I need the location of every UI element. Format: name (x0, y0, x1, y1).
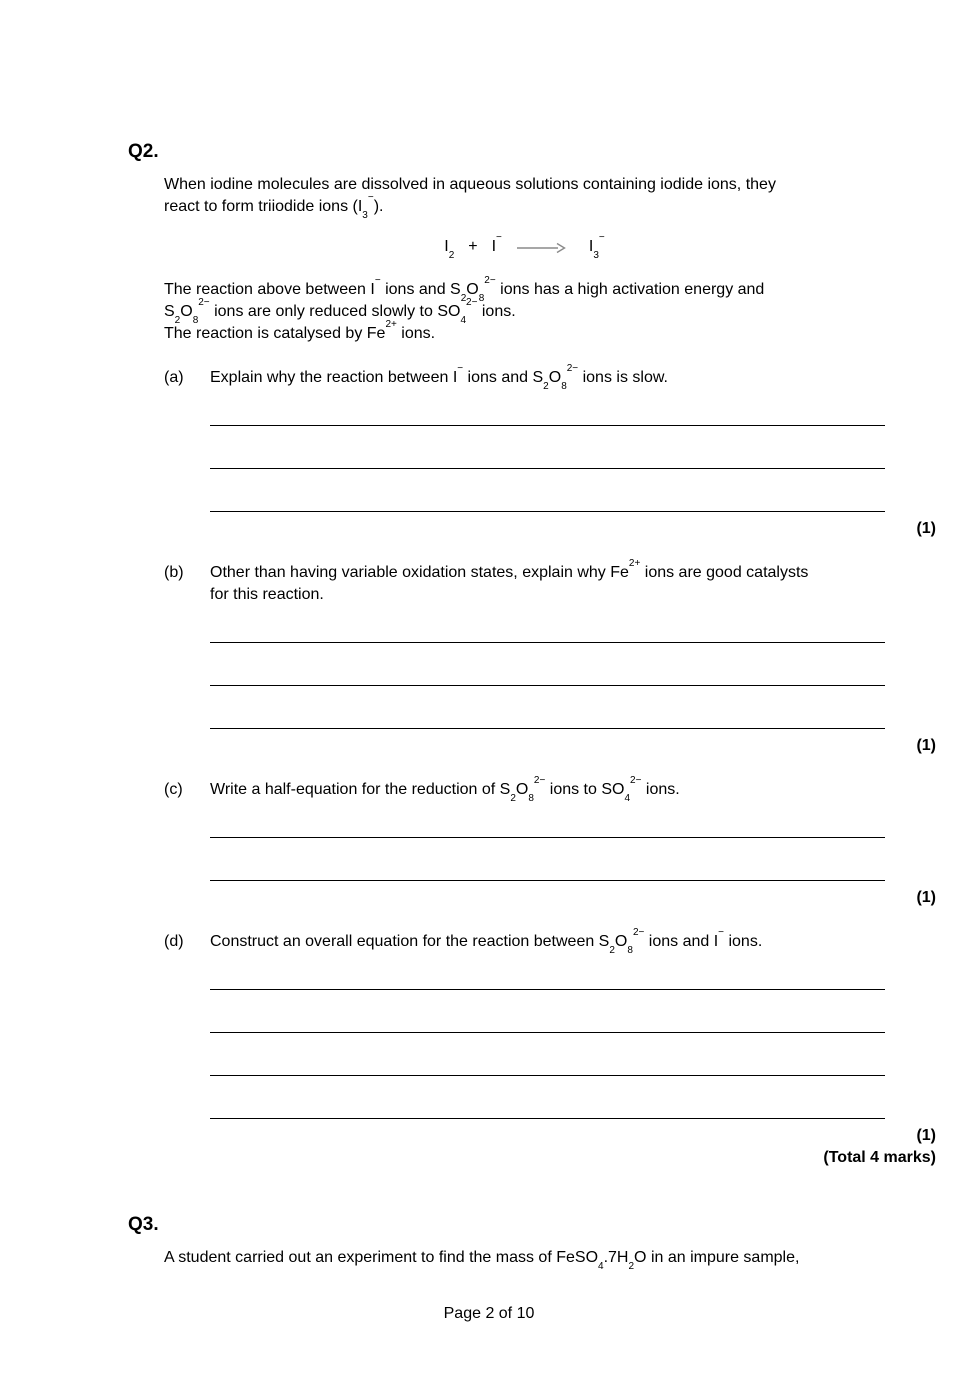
answer-line (210, 686, 885, 729)
answer-line (210, 1076, 885, 1119)
question-part-b (164, 557, 936, 757)
part-label: (d) (164, 933, 184, 950)
question-part-c (164, 774, 936, 909)
part-label: (c) (164, 781, 183, 798)
q3-intro-paragraph: A student carried out an experiment to find the mass of $FeSO_4.7H_2O$ in an impure sample, (164, 1249, 800, 1273)
answer-line (210, 389, 885, 426)
question-part-a (164, 362, 936, 540)
equation-reactant-1: $I_2$ (444, 238, 455, 262)
q2-heading: Q2. (128, 141, 159, 162)
q3-heading: Q3. (128, 1214, 159, 1235)
answer-line (210, 990, 885, 1033)
page-number-footer: Page 2 of 10 (443, 1305, 535, 1322)
equation-reactant-2: I− (491, 231, 502, 255)
answer-lines (210, 389, 936, 512)
part-question: Write a half-equation for the reduction of $S_2O_8^{2-}$ ions to $SO_4^{2-}$ ions. (210, 774, 680, 805)
answer-line (210, 426, 885, 469)
answer-line (210, 953, 885, 990)
marks-label: (1) (916, 889, 936, 906)
equation-product: $I_3^-$ (588, 231, 605, 262)
part-question: Explain why the reaction between I− ions and $S_2O_8^{2-}$ ions is slow. (210, 362, 668, 393)
answer-line (210, 1033, 885, 1076)
answer-line (210, 469, 885, 512)
answer-line (210, 801, 885, 838)
answer-line (210, 838, 885, 881)
reaction-equation (164, 231, 885, 262)
answer-line (210, 643, 885, 686)
answer-line (210, 606, 885, 643)
part-label: (a) (164, 369, 184, 386)
right-arrow-icon (516, 241, 566, 254)
part-label: (b) (164, 564, 184, 581)
answer-lines (210, 953, 936, 1119)
marks-label: (1) (916, 520, 936, 537)
marks-label: (1) (916, 737, 936, 754)
q2-description-paragraph: The reaction above between I− ions and $S_2O_8^{2-}$ ions has a high activation energy and $S_2O_8^{2-}$ ions are only reduced slowly to $SO_4^{2-}$ ions. The reaction is catalysed by $Fe^{2+}$ ions. (164, 274, 765, 342)
plus-sign: + (468, 238, 478, 255)
total-marks-label: (Total 4 marks) (823, 1149, 936, 1166)
answer-lines (210, 606, 936, 729)
part-question: Construct an overall equation for the reaction between $S_2O_8^{2-}$ ions and I− ions. (210, 926, 763, 957)
question-part-d (164, 926, 936, 1147)
q2-intro-paragraph: When iodine molecules are dissolved in aqueous solutions containing iodide ions, they react to form triiodide ions $(I_3^-)$. (164, 176, 776, 222)
part-question: Other than having variable oxidation states, explain why $Fe^{2+}$ ions are good catalysts for this reaction. (210, 557, 809, 603)
marks-label: (1) (916, 1127, 936, 1144)
answer-lines (210, 801, 936, 881)
